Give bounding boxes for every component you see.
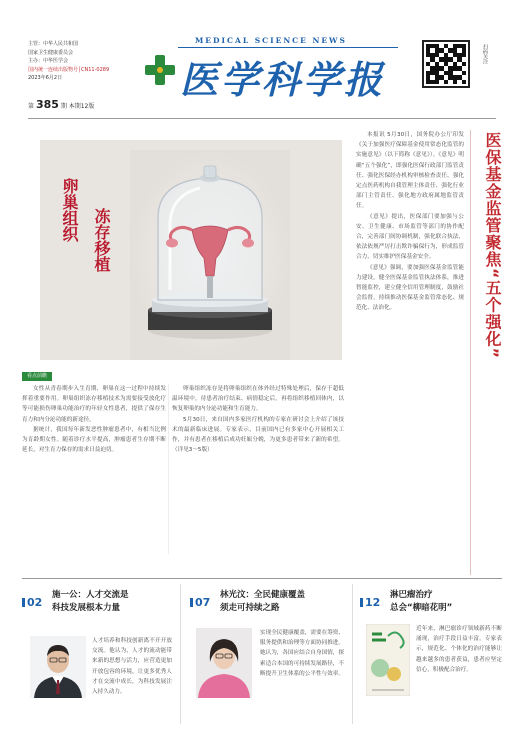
teaser-summary: 近年来，淋巴瘤诊疗领域新药不断涌现，治疗手段日益丰富。专家表示，规范化、个体化的治疗能够让越来越多的患者获益，患者应坚定信心，积极配合治疗。 — [416, 626, 502, 673]
lead-paragraph: 本报讯 5月30日，国务院办公厅印发《关于加强医疗保障基金使用常态化监管的实施意见》（以下简称《意见》）。《意见》明确“五个强化”，即强化医保行政部门监管责任、强化医保经办机构审核检查责任、强化定点医药机构自我管理主体责任、强化行业部门主管责任、强化地方政府属地监管责任。 — [356, 132, 464, 210]
lead-paragraph: 《意见》强调，要加强医保基金监管能力建设，健全医保基金监管执法体系，推进智能监控，建立健全信用管理制度，鼓励社会监督，持续推动医保基金监管常态化、规范化、法治化。 — [356, 264, 464, 312]
body-paragraph: 5月30日，来自国内多家医疗机构的专家在研讨会上介绍了该技术的最新临床进展。专家表示，目前国内已有多家中心开展相关工作，并有患者在移植后成功妊娠分娩，为更多患者带来了新的希望。（详见3～5版） — [172, 416, 344, 454]
teaser-page-number: 07 — [190, 596, 210, 609]
feature-image — [40, 140, 342, 360]
teaser-page-number: 02 — [22, 596, 42, 609]
teaser-portrait — [30, 636, 86, 698]
meta-line: 2023年6月2日 — [28, 75, 63, 81]
masthead-divider — [28, 118, 496, 119]
article-body-column-1 — [22, 384, 166, 455]
teaser-card[interactable] — [190, 584, 344, 724]
body-paragraph: 女性从青春期步入生育期，卵巢在这一过程中持续发挥着重要作用。卵巢组织冻存移植技术为需要接受放化疗等可能损伤卵巢功能治疗的年轻女性患者，提供了保存生育力和内分泌功能的新途径。 — [22, 386, 166, 423]
teaser-separator — [180, 584, 181, 724]
column-divider — [470, 130, 471, 575]
teaser-card[interactable] — [360, 584, 502, 724]
teaser-title-line: 淋巴瘤治疗 — [390, 590, 433, 600]
issue-info — [28, 98, 94, 111]
teaser-summary: 实现全民健康覆盖，需要在筹资、服务提供和治理等方面协同推进。她认为，各国应结合自身国情，探索适合本国的可持续发展路径，不断提升卫生体系的公平性与效率。 — [260, 630, 344, 677]
masthead-title-en: MEDICAL SCIENCE NEWS — [195, 36, 347, 45]
teaser-title[interactable] — [220, 589, 305, 615]
medical-cross-logo-icon — [145, 55, 175, 85]
teaser-page-number: 12 — [360, 596, 380, 609]
teaser-book-cover — [366, 624, 410, 696]
qr-label: 扫码关注 — [482, 44, 488, 64]
lead-paragraph: 《意见》提出，医保部门要加强与公安、卫生健康、市场监管等部门的协作配合，完善部门间协调机制，强化联合执法，依法依规严厉打击欺诈骗保行为，形成监管合力，切实维护医保基金安全。 — [356, 213, 464, 261]
issue-number: 385 — [35, 98, 59, 111]
meta-line: 主管：中华人民共和国 — [28, 41, 79, 47]
teaser-card[interactable] — [22, 584, 172, 724]
meta-line: 主办：中华医学会 — [28, 58, 69, 64]
teaser-title-line: 林光汶：全民健康覆盖 — [220, 590, 306, 600]
feature-title-2: 冻存移植 — [92, 208, 111, 272]
publication-meta — [28, 40, 148, 83]
teaser-title[interactable] — [390, 589, 452, 615]
masthead — [0, 0, 524, 118]
teaser-divider — [22, 578, 502, 579]
teaser-title-line: 施一公：人才交流是 — [52, 590, 129, 600]
teaser-summary: 人才培养和科技创新离不开开放交流。他认为，人才的流动能带来新的思想与活力，应营造更加开放包容的环境，让更多优秀人才在交流中成长，为科技发展注入持久动力。 — [92, 638, 172, 696]
section-tag: 看点前瞻 — [22, 372, 52, 381]
teaser-title-line: 科技发展根本力量 — [52, 603, 121, 613]
teaser-title-line: 须走可持续之路 — [220, 603, 280, 613]
column-divider — [168, 384, 169, 554]
lead-headline[interactable]: 医保基金监管聚焦“五个强化” — [483, 132, 502, 360]
issue-suffix: 期 本期12版 — [60, 103, 95, 110]
lead-article-body — [356, 130, 464, 314]
body-paragraph: 卵巢组织冻存是将卵巢组织在体外经过特殊处理后，保存于超低温环境中，待患者治疗结束、病情稳定后，再将组织移植回体内，以恢复卵巢的内分泌功能和生育能力。 — [172, 386, 344, 413]
qr-code-icon[interactable] — [422, 40, 470, 88]
meta-line: 国家卫生健康委员会 — [28, 49, 74, 56]
teaser-portrait — [196, 628, 252, 698]
body-paragraph: 据统计，我国每年新发恶性肿瘤患者中，有相当比例为育龄期女性。随着诊疗水平提高，肿瘤患者生存期不断延长，对生育力保存的需求日益迫切。 — [22, 426, 166, 454]
masthead-title: 医学科学报 — [180, 58, 386, 102]
teaser-title-line: 总会“柳暗花明” — [390, 603, 453, 613]
bell-jar-illustration — [40, 140, 342, 360]
issue-prefix: 第 — [28, 103, 35, 110]
teaser-title[interactable] — [52, 589, 129, 615]
feature-title-1: 卵巢组织 — [60, 178, 79, 242]
teaser-separator — [352, 584, 353, 724]
meta-line: 国内统一连续出版物号│CN11-0289 — [28, 66, 110, 73]
article-body-column-2 — [172, 384, 344, 455]
title-divider — [178, 47, 398, 48]
